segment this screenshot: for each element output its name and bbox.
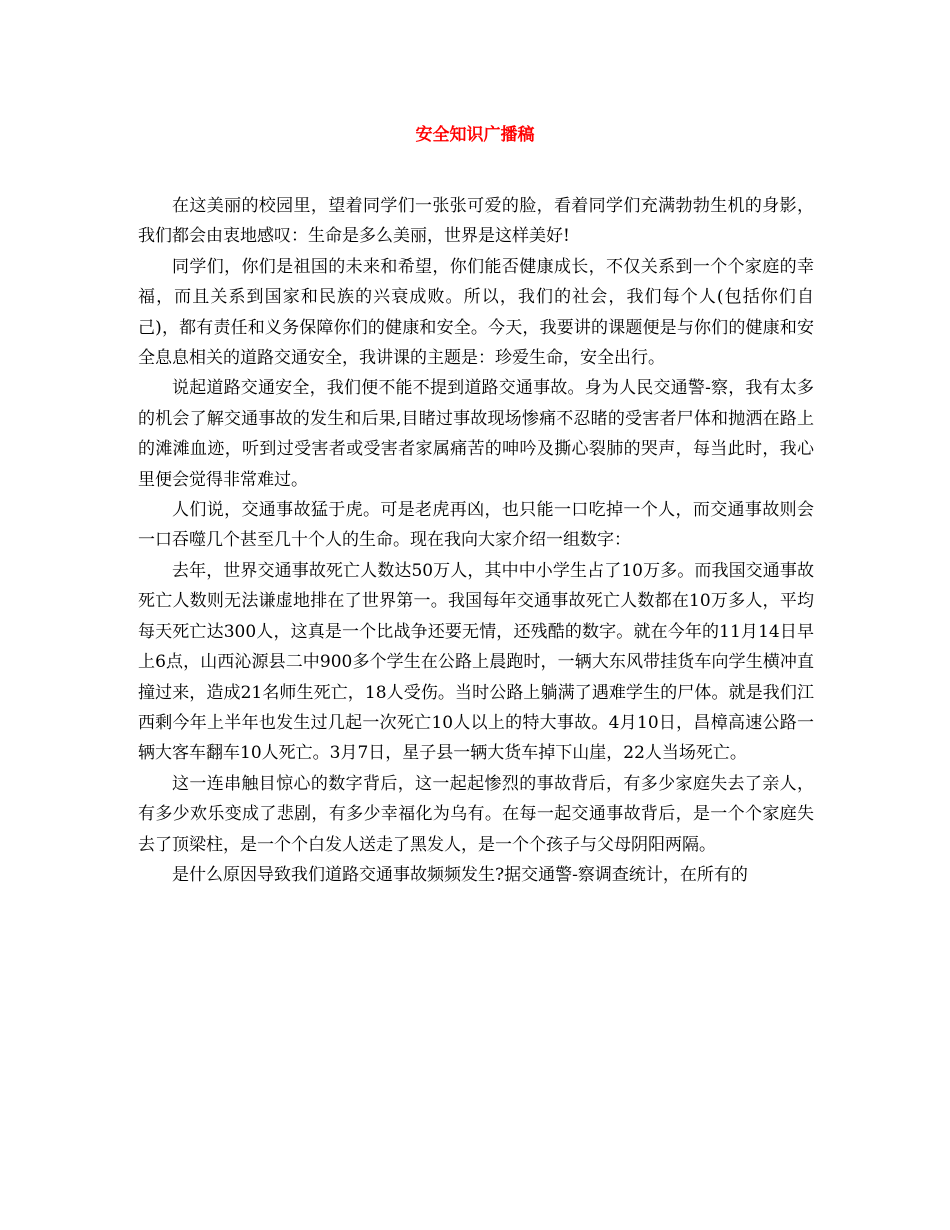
document-title: 安全知识广播稿 <box>415 125 535 145</box>
paragraph: 去年，世界交通事故死亡人数达50万人，其中中小学生占了10万多。而我国交通事故死亡人数则无法谦虚地排在了世界第一。我国每年交通事故死亡人数都在10万多人，平均每天死亡达300人，这真是一个比战争还要无情，还残酷的数字。就在今年的11月14日早上6点，山西沁源县二中900多个学生在公路上晨跑时，一辆大东风带挂货车向学生横冲直撞过来，造成21名师生死亡，18人受伤。当时公路上躺满了遇难学生的尸体。就是我们江西剩今年上半年也发生过几起一次死亡10人以上的特大事故。4月10日，昌樟高速公路一辆大客车翻车10人死亡。3月7日，星子县一辆大货车掉下山崖，22人当场死亡。 <box>138 560 814 764</box>
paragraph: 是什么原因导致我们道路交通事故频频发生?据交通警-察调查统计，在所有的 <box>172 864 748 885</box>
paragraph: 人们说，交通事故猛于虎。可是老虎再凶，也只能一口吃掉一个人，而交通事故则会一口吞噬几个甚至几十个人的生命。现在我向大家介绍一组数字： <box>138 500 814 551</box>
paragraph: 这一连串触目惊心的数字背后，这一起起惨烈的事故背后，有多少家庭失去了亲人，有多少欢乐变成了悲剧，有多少幸福化为乌有。在每一起交通事故背后，是一个个家庭失去了顶梁柱，是一个个白发人送走了黑发人，是一个个孩子与父母阴阳两隔。 <box>138 773 814 855</box>
document-body <box>138 191 814 890</box>
paragraph: 同学们，你们是祖国的未来和希望，你们能否健康成长，不仅关系到一个个家庭的幸福，而且关系到国家和民族的兴衰成败。所以，我们的社会，我们每个人(包括你们自己)，都有责任和义务保障你们的健康和安全。今天，我要讲的课题便是与你们的健康和安全息息相关的道路交通安全，我讲课的主题是：珍爱生命，安全出行。 <box>138 256 814 369</box>
paragraph: 在这美丽的校园里，望着同学们一张张可爱的脸，看着同学们充满勃勃生机的身影，我们都会由衷地感叹：生命是多么美丽，世界是这样美好! <box>138 196 814 247</box>
paragraph: 说起道路交通安全，我们便不能不提到道路交通事故。身为人民交通警-察，我有太多的机会了解交通事故的发生和后果,目睹过事故现场惨痛不忍睹的受害者尸体和抛洒在路上的滩滩血迹，听到过受害者或受害者家属痛苦的呻吟及撕心裂肺的哭声，每当此时，我心里便会觉得非常难过。 <box>138 378 814 490</box>
